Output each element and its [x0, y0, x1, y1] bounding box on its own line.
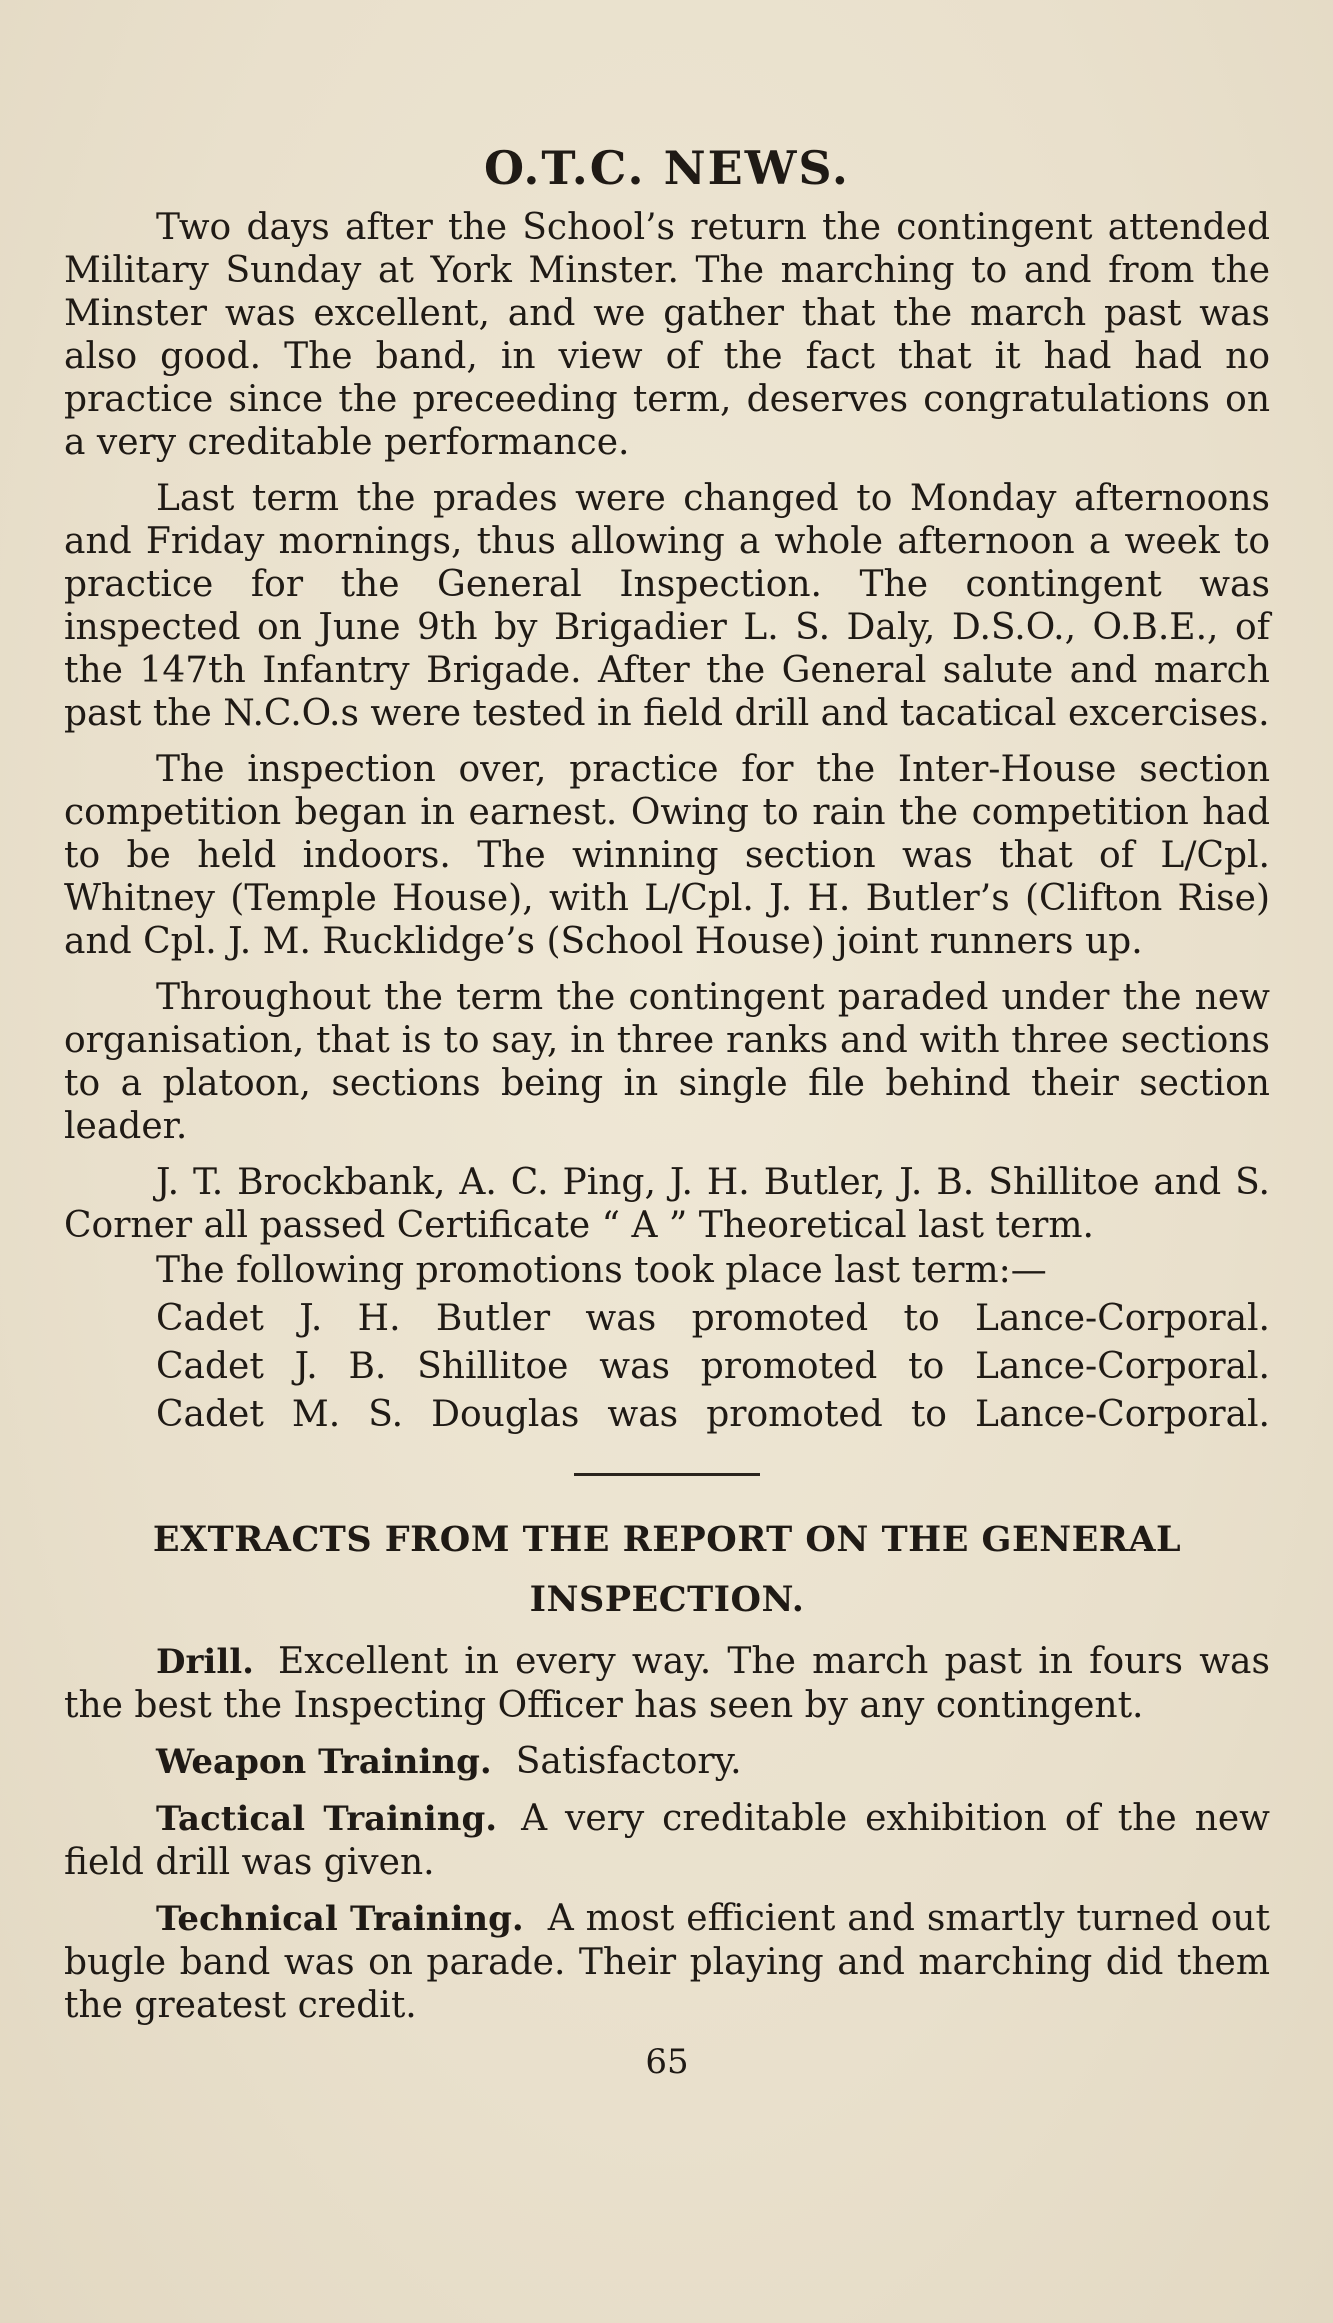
report-heading-line-1: EXTRACTS FROM THE REPORT ON THE GENERAL: [152, 1519, 1182, 1560]
paragraph-certificate-a: J. T. Brockbank, A. C. Ping, J. H. Butler, J. B. Shillitoe and S. Corner all passed Certificate “ A ” Theoretical last term.: [64, 1162, 1270, 1246]
report-item-label: Weapon Training.: [156, 1742, 492, 1782]
page-number: 65: [645, 2042, 689, 2082]
report-item-text: Satisfactory.: [515, 1741, 742, 1782]
report-item-technical-training: [64, 1897, 1270, 2027]
report-item-drill: [64, 1640, 1270, 1727]
report-item-weapon-training: [64, 1740, 1270, 1784]
report-item-text: A very creditable exhibition of the new field drill was given.: [64, 1798, 1270, 1883]
report-item-text: Excellent in every way. The march past in fours was the best the Inspecting Officer has seen by any contingent.: [64, 1641, 1270, 1726]
paragraph-military-sunday: Two days after the School’s return the contingent attended Military Sunday at York Minster. The marching to and from the Minster was excellent, and we gather that the march past was also good. The band, in view of the fact that it had had no practice since the preceeding term, deserves congratulations on a very creditable performance.: [64, 207, 1270, 463]
promotions-intro: The following promotions took place last term:—: [156, 1250, 1047, 1291]
promotion-item: Cadet J. B. Shillitoe was promoted to Lance-Corporal.: [156, 1346, 1270, 1387]
report-item-label: Drill.: [156, 1642, 254, 1682]
section-divider: [574, 1473, 760, 1476]
report-heading: [64, 1510, 1270, 1630]
report-item-label: Tactical Training.: [156, 1799, 498, 1839]
paragraph-section-competition: The inspection over, practice for the Inter-House section competition began in earnest. Owing to rain the competition had to be held indoors. The winning section was that of L/Cpl. Whitney (Temple House), with L/Cpl. J. H. Butler’s (Clifton Rise) and Cpl. J. M. Rucklidge’s (School House) joint runners up.: [64, 749, 1270, 962]
report-item-text: A most efficient and smartly turned out bugle band was on parade. Their playing and marching did them the greatest credit.: [64, 1898, 1270, 2026]
paragraph-general-inspection: Last term the prades were changed to Monday afternoons and Friday mornings, thus allowing a whole afternoon a week to practice for the General Inspection. The contingent was inspected on June 9th by Brigadier L. S. Daly, D.S.O., O.B.E., of the 147th Infantry Brigade. After the General salute and march past the N.C.O.s were tested in field drill and tacatical excercises.: [64, 478, 1270, 734]
promotion-item: Cadet J. H. Butler was promoted to Lance-Corporal.: [156, 1298, 1270, 1339]
report-heading-line-2: INSPECTION.: [529, 1579, 805, 1620]
report-item-label: Technical Training.: [156, 1899, 524, 1939]
article: [64, 138, 1270, 2084]
report-item-tactical-training: [64, 1797, 1270, 1884]
paragraph-new-organisation: Throughout the term the contingent paraded under the new organisation, that is to say, in three ranks and with three sections to a platoon, sections being in single file behind their section leader.: [64, 977, 1270, 1147]
promotion-item: Cadet M. S. Douglas was promoted to Lance-Corporal.: [156, 1394, 1270, 1435]
page-title: O.T.C. NEWS.: [484, 141, 850, 195]
